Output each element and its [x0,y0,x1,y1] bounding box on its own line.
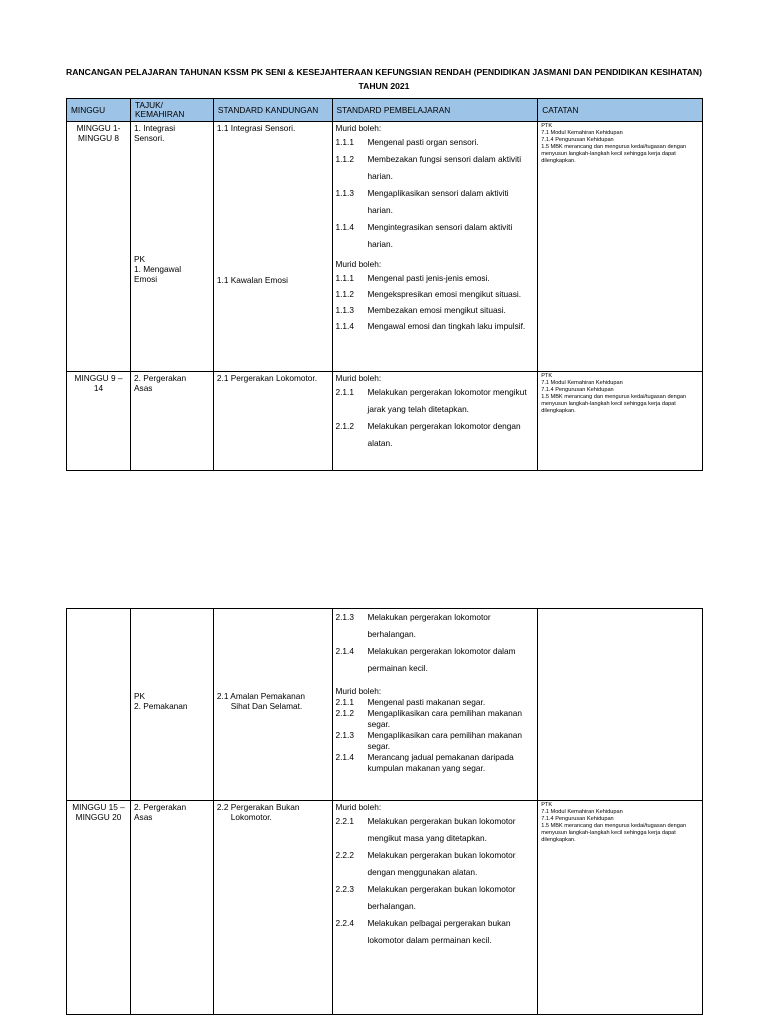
header-tajuk: TAJUK/ KEMAHIRAN [131,99,214,122]
catatan-modul: 7.1 Modul Kemahiran Kehidupan [541,380,623,386]
tajuk-text: 1. Integrasi Sensori. [134,123,176,143]
sp-text: Melakukan pergerakan lokomotor berhalangan. [367,612,491,639]
sp-number: 1.1.4 [335,222,354,232]
minggu-cell [67,801,131,1015]
sp-text: Melakukan pergerakan bukan lokomotor mengikut masa yang ditetapkan. [367,816,516,843]
sp-number: 1.1.4 [335,321,354,331]
standard-pembelajaran-cell [332,372,538,471]
sp-number: 2.1.1 [335,387,354,397]
sp-text: Mengenal pasti makanan segar. [367,697,486,707]
sk-text: 1.1 Kawalan Emosi [216,275,288,285]
sp-number: 2.2.1 [335,816,354,826]
sp-number: 2.1.2 [335,708,354,718]
sp-number: 2.2.3 [335,884,354,894]
minggu-text: MINGGU 1- MINGGU 8 [76,123,121,143]
tajuk-text: 2. Pergerakan Asas [134,802,187,822]
table-row [67,122,703,372]
header-minggu: MINGGU [67,99,131,122]
minggu-text: MINGGU 15 – MINGGU 20 [72,802,125,822]
catatan-modul: 7.1 Modul Kemahiran Kehidupan [541,130,623,136]
sp-text: Melakukan pelbagai pergerakan bukan lokomotor dalam permainan kecil. [367,918,511,945]
sp-number: 2.2.4 [335,918,354,928]
catatan-cell [538,122,703,372]
sp-number: 2.1.1 [335,697,354,707]
sp-text: Mengintegrasikan sensori dalam aktiviti harian. [367,222,513,249]
table-header-row [67,99,703,122]
catatan-modul: 7.1 Modul Kemahiran Kehidupan [541,809,623,815]
standard-kandungan-cell [213,372,332,471]
catatan-ptk: PTK [541,123,553,129]
catatan-cell [538,372,703,471]
sp-number: 1.1.2 [335,154,354,164]
sp-number: 2.1.3 [335,730,354,740]
tajuk-text: PK 1. Mengawal Emosi [134,254,182,284]
header-standard-pembelajaran: STANDARD PEMBELAJARAN [332,99,538,122]
tajuk-cell [131,801,214,1015]
tajuk-cell [131,122,214,372]
catatan-cell [538,801,703,1015]
rpt-table-part-1 [66,98,703,471]
standard-kandungan-cell [213,122,332,372]
document-title: RANCANGAN PELAJARAN TAHUNAN KSSM PK SENI & KESEJAHTERAAN KEFUNGSIAN RENDAH (PENDIDIKAN JASMANI DAN PENDIDIKAN KESIHATAN) [66,67,702,77]
minggu-cell [67,122,131,372]
sp-text: Melakukan pergerakan lokomotor mengikut jarak yang telah ditetapkan. [367,387,527,414]
sp-text: Membezakan emosi mengikut situasi. [367,305,506,315]
catatan-mbk: 1.5 MBK merancang dan mengurus kedai/tugasan dengan menyusun langkah-langkah kecil sehingga kerja dapat dilengkapkan. [541,394,687,414]
standard-kandungan-cell [213,609,332,801]
sp-text: Melakukan pergerakan lokomotor dengan alatan. [367,421,521,448]
rpt-table-part-2 [66,608,703,1015]
tajuk-cell [131,372,214,471]
sk-text: 2.2 Pergerakan Bukan Lokomotor. [216,802,300,822]
tajuk-cell [131,609,214,801]
document-year: TAHUN 2021 [358,81,410,91]
murid-boleh: Murid boleh: [335,123,382,133]
sp-text: Mengawal emosi dan tingkah laku impulsif. [367,321,526,331]
minggu-text: MINGGU 9 – 14 [74,373,123,393]
sp-text: Melakukan pergerakan lokomotor dalam permainan kecil. [367,646,516,673]
murid-boleh: Murid boleh: [335,259,382,269]
murid-boleh: Murid boleh: [335,373,382,383]
sp-number: 1.1.1 [335,137,354,147]
standard-pembelajaran-cell [332,801,538,1015]
catatan-cell [538,609,703,801]
header-catatan: CATATAN [538,99,703,122]
minggu-cell [67,372,131,471]
sp-number: 2.1.3 [335,612,354,622]
sk-text: 2.1 Pergerakan Lokomotor. [216,373,318,383]
sp-text: Merancang jadual pemakanan daripada kumpulan makanan yang segar. [367,752,514,773]
sp-number: 2.2.2 [335,850,354,860]
sp-text: Mengenal pasti jenis-jenis emosi. [367,273,490,283]
table-row [67,609,703,801]
sk-text: 2.1 Amalan Pemakanan Sihat Dan Selamat. [216,691,306,711]
sp-number: 1.1.3 [335,188,354,198]
tajuk-text: PK 2. Pemakanan [134,691,188,711]
sp-text: Mengaplikasikan sensori dalam aktiviti harian. [367,188,509,215]
catatan-pengurusan: 7.1.4 Pengurusan Kehidupan [541,387,614,393]
sp-text: Mengaplikasikan cara pemilihan makanan segar. [367,708,523,729]
murid-boleh: Murid boleh: [335,686,382,696]
murid-boleh: Murid boleh: [335,802,382,812]
table-row [67,801,703,1015]
sp-text: Melakukan pergerakan bukan lokomotor berhalangan. [367,884,516,911]
sp-number: 2.1.4 [335,752,354,762]
catatan-pengurusan: 7.1.4 Pengurusan Kehidupan [541,816,614,822]
catatan-ptk: PTK [541,373,553,379]
sp-number: 2.1.4 [335,646,354,656]
sk-text: 1.1 Integrasi Sensori. [216,123,296,133]
sp-text: Melakukan pergerakan bukan lokomotor dengan menggunakan alatan. [367,850,516,877]
sp-text: Mengenal pasti organ sensori. [367,137,479,147]
sp-text: Membezakan fungsi sensori dalam aktiviti harian. [367,154,522,181]
sp-number: 1.1.1 [335,273,354,283]
sp-number: 2.1.2 [335,421,354,431]
minggu-cell [67,609,131,801]
standard-kandungan-cell [213,801,332,1015]
header-standard-kandungan: STANDARD KANDUNGAN [213,99,332,122]
tajuk-text: 2. Pergerakan Asas [134,373,187,393]
catatan-mbk: 1.5 MBK merancang dan mengurus kedai/tugasan dengan menyusun langkah-langkah kecil sehingga kerja dapat dilengkapkan. [541,823,687,843]
catatan-pengurusan: 7.1.4 Pengurusan Kehidupan [541,137,614,143]
standard-pembelajaran-cell [332,609,538,801]
sp-number: 1.1.2 [335,289,354,299]
sp-number: 1.1.3 [335,305,354,315]
standard-pembelajaran-cell [332,122,538,372]
table-row [67,372,703,471]
catatan-mbk: 1.5 MBK merancang dan mengurus kedai/tugasan dengan menyusun langkah-langkah kecil sehingga kerja dapat dilengkapkan. [541,144,687,164]
sp-text: Mengekspresikan emosi mengikut situasi. [367,289,522,299]
catatan-ptk: PTK [541,802,553,808]
sp-text: Mengaplikasikan cara pemilihan makanan segar. [367,730,523,751]
